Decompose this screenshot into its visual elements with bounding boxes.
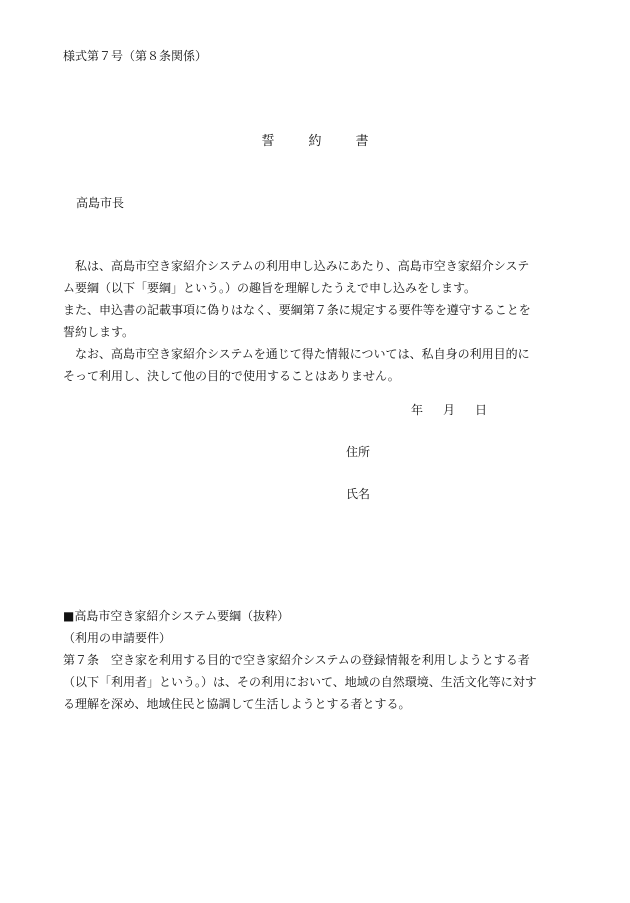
date-year-label: 年 xyxy=(411,403,424,417)
title-char: 書 xyxy=(355,134,369,149)
excerpt-line: 第７条 空き家を利用する目的で空き家紹介システムの登録情報を利用しようとする者 xyxy=(63,653,530,667)
pledge-line: 私は、高島市空き家紹介システムの利用申し込みにあたり、高島市空き家紹介システ xyxy=(63,259,530,273)
title-char: 約 xyxy=(308,134,322,149)
pledge-line: また、申込書の記載事項に偽りはなく、要綱第７条に規定する要件等を遵守することを xyxy=(63,303,531,317)
address-label: 住所 xyxy=(346,445,371,459)
pledge-body xyxy=(63,259,568,391)
pledge-line: 誓約します。 xyxy=(63,325,135,339)
regulation-excerpt xyxy=(63,609,573,719)
excerpt-line: （以下「利用者」という。）は、その利用において、地域の自然環境、生活文化等に対す xyxy=(63,675,537,689)
pledge-line: そって利用し、決して他の目的で使用することはありません。 xyxy=(63,369,400,383)
name-label: 氏名 xyxy=(346,487,371,501)
date-day-label: 日 xyxy=(475,403,488,417)
date-field xyxy=(411,404,507,416)
date-month-label: 月 xyxy=(443,403,456,417)
pledge-line: なお、高島市空き家紹介システムを通じて得た情報については、私自身の利用目的に xyxy=(63,347,530,361)
pledge-line: ム要綱（以下「要綱」という。）の趣旨を理解したうえで申し込みをします。 xyxy=(63,281,477,295)
excerpt-subheading: （利用の申請要件） xyxy=(63,631,172,645)
addressee: 高島市長 xyxy=(76,196,125,210)
document-title xyxy=(0,135,630,148)
excerpt-heading: ■高島市空き家紹介システム要綱（抜粋） xyxy=(63,609,290,623)
title-char: 誓 xyxy=(261,134,275,149)
excerpt-line: る理解を深め、地域住民と協調して生活しようとする者とする。 xyxy=(63,697,411,711)
form-number: 様式第７号（第８条関係） xyxy=(63,49,208,63)
